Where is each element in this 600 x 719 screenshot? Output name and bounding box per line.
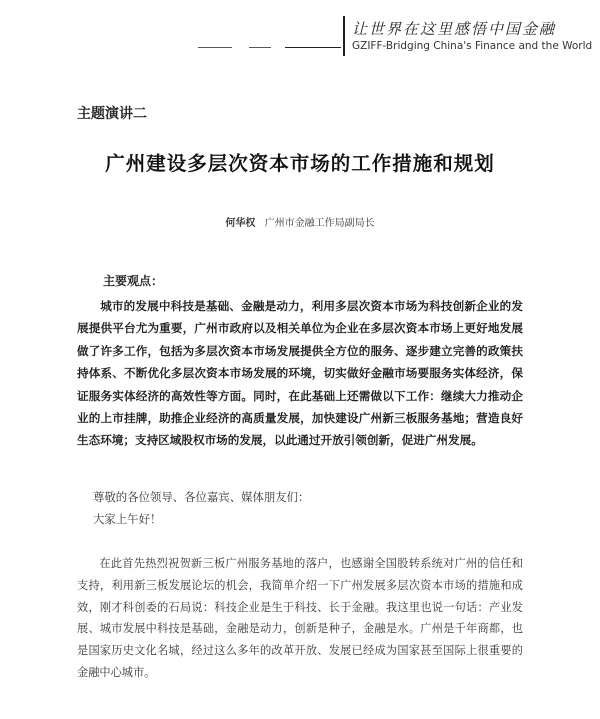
greeting-line-1: 尊敬的各位领导、各位嘉宾、媒体朋友们： <box>93 490 310 504</box>
byline <box>0 214 600 229</box>
key-points-label: 主要观点： <box>103 274 164 288</box>
author-name: 何华权 <box>225 218 256 229</box>
header-slogan-en: GZIFF-Bridging China's Finance and the World <box>352 40 593 52</box>
header-rule-left-b <box>249 47 271 48</box>
header-rule-left-a <box>198 47 232 48</box>
greeting-line-2: 大家上午好！ <box>93 512 162 526</box>
page-title: 广州建设多层次资本市场的工作措施和规划 <box>105 152 495 175</box>
header-slogan-cn: 让世界在这里感悟中国金融 <box>352 20 557 38</box>
author-position: 广州市金融工作局副局长 <box>264 218 375 229</box>
section-label: 主题演讲二 <box>77 106 147 122</box>
body-paragraph: 在此首先热烈祝贺新三板广州服务基地的落户，也感谢全国股转系统对广州的信任和支持，利用新三板发展论坛的机会，我简单介绍一下广州发展多层次资本市场的措施和成效，刚才科创委的石局说：科技企业是生于科技、长于金融。我这里也说一句话：产业发展、城市发展中科技是基础，金融是动力，创新是种子，金融是水。广州是千年商都，也是国家历史文化名城，经过这么多年的改革开放、发展已经成为国家甚至国际上很重要的金融中心城市。 <box>77 557 523 679</box>
header-rule-left-c <box>285 47 341 48</box>
header-divider-bar <box>343 16 345 56</box>
key-points-body: 城市的发展中科技是基础、金融是动力，利用多层次资本市场为科技创新企业的发展提供平台尤为重要，广州市政府以及相关单位为企业在多层次资本市场上更好地发展做了许多工作，包括为多层次资本市场发展提供全方位的服务、逐步建立完善的政策扶持体系、不断优化多层次资本市场发展的环境，切实做好金融市场要服务实体经济，保证服务实体经济的高效性等方面。同时，在此基础上还需做以下工作：继续大力推动企业的上市挂牌，助推企业经济的高质量发展，加快建设广州新三板服务基地；营造良好生态环境；支持区域股权市场的发展，以此通过开放引领创新，促进广州发展。 <box>77 299 523 448</box>
